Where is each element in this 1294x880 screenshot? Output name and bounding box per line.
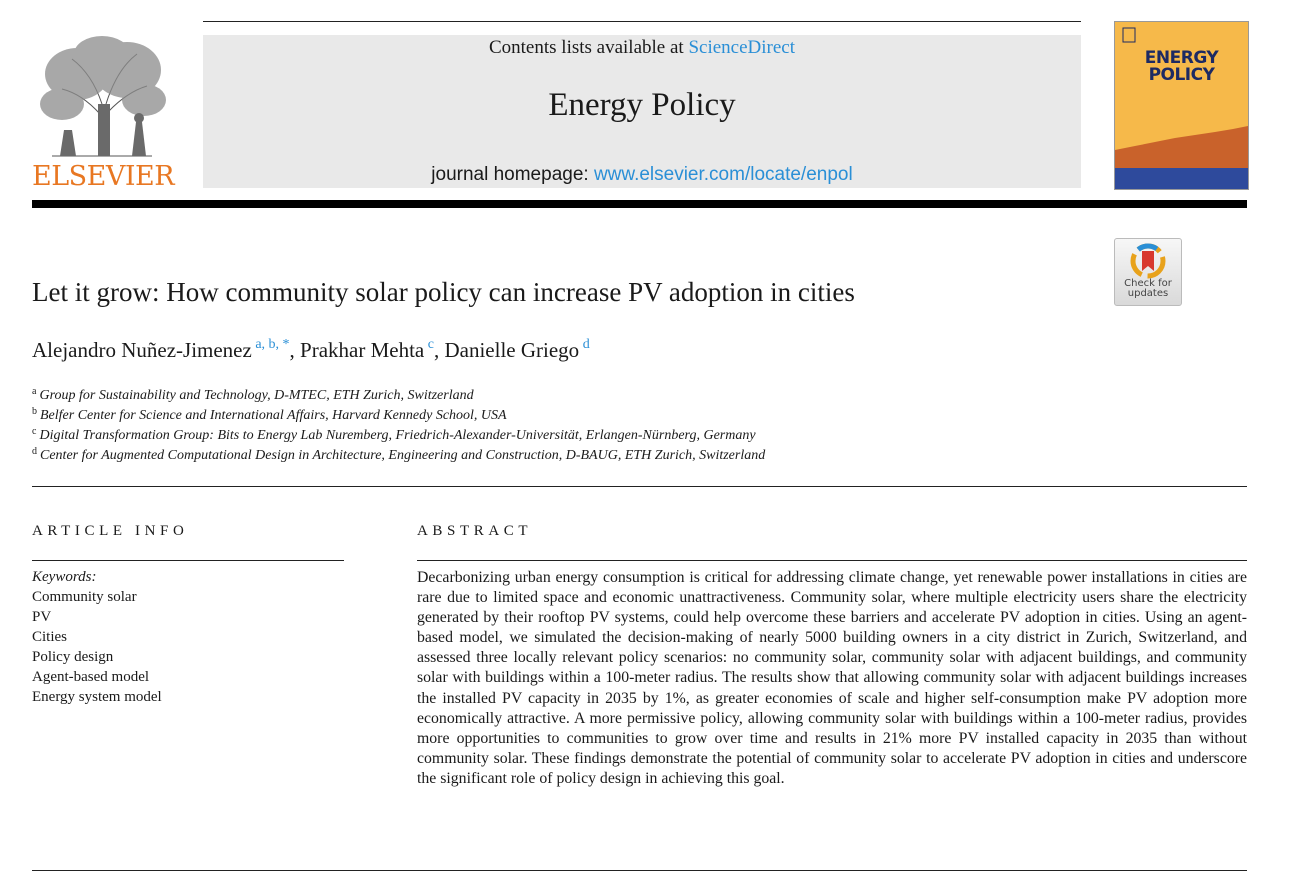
author-name[interactable]: Prakhar Mehta (300, 338, 425, 362)
affiliation (32, 386, 765, 406)
article-title: Let it grow: How community solar policy can increase PV adoption in cities (32, 277, 855, 307)
abstract-text: Decarbonizing urban energy consumption is critical for addressing climate change, yet renewable power installations in cities are rare due to limited space and economic unattractiveness. Community solar, where multiple electricity users share the electricity generated by their rooftop PV systems, could help overcome these barriers and accelerate PV adoption in cities. Using an agent-based model, we simulated the decision-making of nearly 5000 building owners in a city district in Zurich, Switzerland, and assessed three locally relevant policy scenarios: no community solar, community solar with adjacent buildings, and community solar with buildings within a 100-meter radius. The results show that allowing community solar with adjacent buildings increases the installed PV capacity in 2035 by 1%, as greater economies of scale and higher self-consumption make PV adoption more economically attractive. A more permissive policy, allowing community solar with buildings within a 100-meter radius, provides more opportunities to communities to grow over time and results in 21% more PV installed capacity in 2035 than without community solar. These findings demonstrate the potential of community solar to accelerate PV adoption in cities and underscore the significant role of policy design in achieving this goal. (417, 569, 1247, 787)
keyword-item: Policy design (32, 649, 114, 665)
affiliation-mark: d (32, 446, 37, 457)
crossmark-icon (1115, 241, 1181, 281)
affiliation-list (32, 386, 765, 466)
header-thick-rule (32, 200, 1247, 208)
affiliation-mark: c (32, 426, 37, 437)
sciencedirect-link[interactable]: ScienceDirect (688, 37, 796, 58)
crossmark-label (1115, 279, 1181, 299)
author-affil-link[interactable]: c (427, 337, 434, 352)
keyword-item: PV (32, 609, 52, 625)
affiliation (32, 446, 765, 466)
affiliation-text: Belfer Center for Science and International Affairs, Harvard Kennedy School, USA (40, 408, 507, 423)
author-list (32, 338, 590, 363)
crossmark-line1: Check for (1124, 278, 1172, 289)
keyword-item: Agent-based model (32, 669, 150, 685)
article-info-rule (32, 560, 344, 561)
author-name[interactable]: Danielle Griego (444, 338, 580, 362)
keyword-item: Community solar (32, 589, 137, 605)
cover-title (1115, 50, 1248, 84)
contents-prefix: Contents lists available at (488, 37, 689, 58)
affiliation-mark: a (32, 386, 37, 397)
journal-name: Energy Policy (548, 87, 736, 123)
keywords-block (32, 567, 162, 707)
keywords-label: Keywords: (32, 569, 97, 585)
cover-title-line2: POLICY (1148, 65, 1215, 85)
crossmark-line2: updates (1127, 288, 1169, 299)
affiliation (32, 406, 765, 426)
publisher-logo-text: ELSEVIER (32, 161, 175, 192)
author-name[interactable]: Alejandro Nuñez-Jimenez (32, 338, 252, 362)
affiliation-mark: b (32, 406, 37, 417)
contents-line (203, 37, 1081, 59)
affiliation-text: Digital Transformation Group: Bits to Energy Lab Nuremberg, Friedrich-Alexander-Universität, Erlangen-Nürnberg, Germany (39, 428, 756, 443)
abstract-heading: ABSTRACT (417, 523, 533, 539)
author-separator: , (289, 338, 301, 362)
bottom-rule (32, 870, 1247, 871)
author-separator: , (433, 338, 445, 362)
journal-homepage-link[interactable]: www.elsevier.com/locate/enpol (593, 164, 853, 185)
section-divider (32, 486, 1247, 487)
homepage-line (203, 164, 1081, 186)
header-top-rule (203, 21, 1081, 22)
check-for-updates-button[interactable] (1114, 238, 1182, 306)
affiliation (32, 426, 765, 446)
abstract-rule (417, 560, 1247, 561)
affiliation-text: Center for Augmented Computational Design in Architecture, Engineering and Construction, D-BAUG, ETH Zurich, Switzerland (40, 448, 766, 463)
affiliation-text: Group for Sustainability and Technology, D-MTEC, ETH Zurich, Switzerland (39, 388, 474, 403)
article-info-heading: ARTICLE INFO (32, 523, 189, 539)
cover-title-line1: ENERGY (1144, 48, 1219, 68)
journal-banner (203, 35, 1081, 188)
author-affil-link[interactable]: a, b, * (255, 337, 290, 352)
homepage-prefix: journal homepage: (431, 164, 594, 185)
keyword-item: Energy system model (32, 689, 162, 705)
keyword-item: Cities (32, 629, 68, 645)
journal-cover-image[interactable] (1114, 21, 1249, 190)
author-affil-link[interactable]: d (582, 337, 590, 352)
